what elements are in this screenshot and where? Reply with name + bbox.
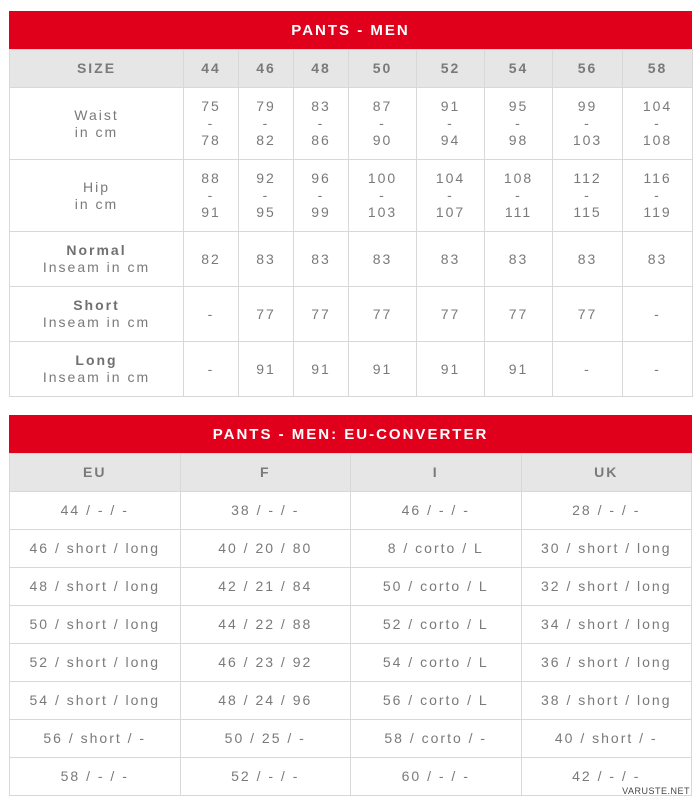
table-cell: 44 / 22 / 88 (180, 606, 351, 644)
range-min: 95 (508, 98, 529, 114)
range-separator: - (447, 187, 454, 203)
table-cell: - (553, 342, 623, 397)
range-separator: - (447, 115, 454, 131)
table-cell: 8 / corto / L (351, 530, 522, 568)
table-cell: 83 (239, 232, 294, 287)
eu-converter-table (9, 415, 692, 796)
table-cell: 77 (485, 287, 553, 342)
table-cell (485, 88, 553, 160)
row-label-main: Hip (82, 178, 110, 195)
size-header-cell: 58 (623, 50, 693, 88)
row-label-main: Short (73, 297, 120, 313)
size-table (9, 49, 693, 397)
range-separator: - (654, 115, 661, 131)
range-max: 82 (256, 132, 276, 148)
converter-header-cell: I (351, 454, 522, 492)
range-separator: - (207, 115, 215, 131)
size-header-cell: 48 (294, 50, 349, 88)
range-separator: - (207, 187, 215, 203)
table-cell: 48 / 24 / 96 (180, 682, 351, 720)
range-separator: - (515, 187, 522, 203)
table-row (10, 492, 692, 530)
range-separator: - (584, 115, 591, 131)
converter-header-cell: EU (10, 454, 181, 492)
range-min: 104 (642, 98, 673, 114)
table-cell: 44 / - / - (10, 492, 181, 530)
table-cell: 36 / short / long (521, 644, 692, 682)
table-cell: 58 / - / - (10, 758, 181, 796)
table-cell: 38 / - / - (180, 492, 351, 530)
row-label-sub: in cm (74, 195, 119, 212)
range-max: 103 (367, 204, 398, 220)
table-cell (485, 160, 553, 232)
table-row (10, 342, 693, 397)
table-cell: 56 / short / - (10, 720, 181, 758)
row-label-sub: in cm (74, 123, 119, 140)
table-row (10, 682, 692, 720)
size-header-cell: 44 (184, 50, 239, 88)
table-cell: 52 / corto / L (351, 606, 522, 644)
range-min: 100 (367, 170, 398, 186)
table-cell: 50 / corto / L (351, 568, 522, 606)
range-separator: - (317, 115, 325, 131)
size-header-cell: 50 (349, 50, 417, 88)
table-cell (184, 160, 239, 232)
size-header-cell: 52 (417, 50, 485, 88)
row-label-main: Normal (66, 242, 127, 258)
range-separator: - (379, 187, 386, 203)
converter-table (9, 453, 692, 796)
table-cell: 83 (294, 232, 349, 287)
size-header-cell: 46 (239, 50, 294, 88)
table-cell: 34 / short / long (521, 606, 692, 644)
table-cell: 77 (294, 287, 349, 342)
table-cell (417, 160, 485, 232)
range-min: 79 (256, 98, 276, 114)
table-cell: 46 / 23 / 92 (180, 644, 351, 682)
table-cell: 54 / short / long (10, 682, 181, 720)
row-label-sub: Inseam in cm (42, 259, 151, 275)
range-max: 119 (643, 204, 672, 220)
size-header-cell: 56 (553, 50, 623, 88)
range-min: 75 (201, 98, 221, 114)
row-label-main: Waist (74, 106, 119, 123)
table-cell (184, 88, 239, 160)
table-row (10, 606, 692, 644)
range-max: 86 (311, 132, 331, 148)
table-row (10, 568, 692, 606)
range-max: 91 (201, 204, 221, 220)
table-cell (349, 88, 417, 160)
range-min: 92 (256, 170, 276, 186)
table-cell: - (184, 342, 239, 397)
table-cell (623, 88, 693, 160)
table-cell: 91 (349, 342, 417, 397)
range-separator: - (584, 187, 591, 203)
table-cell: - (623, 342, 693, 397)
table-cell (349, 160, 417, 232)
table-row (10, 758, 692, 796)
range-max: 107 (435, 204, 466, 220)
table-cell: 52 / short / long (10, 644, 181, 682)
row-label (10, 160, 184, 232)
range-max: 99 (311, 204, 331, 220)
range-min: 88 (201, 170, 221, 186)
row-label (10, 287, 184, 342)
table-row (10, 644, 692, 682)
table-cell: 54 / corto / L (351, 644, 522, 682)
range-separator: - (262, 187, 270, 203)
table-cell: 91 (485, 342, 553, 397)
table-cell: 83 (623, 232, 693, 287)
size-chart-title: PANTS - MEN (9, 11, 692, 49)
table-cell: 40 / short / - (521, 720, 692, 758)
range-separator: - (262, 115, 270, 131)
table-cell: 77 (553, 287, 623, 342)
table-cell: 91 (417, 342, 485, 397)
size-header-cell: 54 (485, 50, 553, 88)
row-label-sub: Inseam in cm (42, 369, 151, 385)
row-label-sub: Inseam in cm (42, 314, 151, 330)
range-max: 90 (372, 132, 393, 148)
range-max: 111 (504, 204, 533, 220)
table-cell: 83 (349, 232, 417, 287)
range-max: 98 (508, 132, 529, 148)
table-cell (239, 88, 294, 160)
table-row (10, 720, 692, 758)
table-cell: 83 (553, 232, 623, 287)
range-min: 112 (573, 170, 602, 186)
range-separator: - (379, 115, 386, 131)
range-min: 99 (577, 98, 598, 114)
row-label (10, 342, 184, 397)
table-cell: 50 / short / long (10, 606, 181, 644)
converter-header-cell: UK (521, 454, 692, 492)
range-max: 108 (642, 132, 673, 148)
table-cell: 42 / 21 / 84 (180, 568, 351, 606)
table-cell: 56 / corto / L (351, 682, 522, 720)
range-max: 115 (573, 204, 602, 220)
table-cell: 46 / short / long (10, 530, 181, 568)
table-cell: 32 / short / long (521, 568, 692, 606)
converter-header-row (10, 454, 692, 492)
row-label (10, 88, 184, 160)
range-max: 94 (440, 132, 461, 148)
range-max: 95 (256, 204, 276, 220)
table-cell: 82 (184, 232, 239, 287)
table-cell (553, 160, 623, 232)
range-min: 104 (435, 170, 466, 186)
range-min: 87 (372, 98, 393, 114)
row-label (10, 232, 184, 287)
table-cell: 48 / short / long (10, 568, 181, 606)
table-row (10, 287, 693, 342)
table-cell: 77 (239, 287, 294, 342)
range-min: 116 (643, 170, 672, 186)
size-label: SIZE (10, 50, 184, 88)
range-separator: - (515, 115, 522, 131)
table-cell (294, 88, 349, 160)
table-row (10, 232, 693, 287)
size-header-row (10, 50, 693, 88)
table-row (10, 160, 693, 232)
table-cell (623, 160, 693, 232)
range-min: 91 (440, 98, 461, 114)
table-cell: 60 / - / - (351, 758, 522, 796)
table-cell: 77 (349, 287, 417, 342)
table-cell (294, 160, 349, 232)
range-min: 96 (311, 170, 331, 186)
table-row (10, 88, 693, 160)
table-cell (417, 88, 485, 160)
table-cell (239, 160, 294, 232)
converter-header-cell: F (180, 454, 351, 492)
table-cell: 38 / short / long (521, 682, 692, 720)
table-cell: 91 (294, 342, 349, 397)
table-cell: - (623, 287, 693, 342)
eu-converter-title: PANTS - MEN: EU-CONVERTER (9, 415, 692, 453)
range-max: 78 (201, 132, 221, 148)
watermark: VARUSTE.NET (622, 786, 690, 796)
table-cell: 83 (485, 232, 553, 287)
table-cell: 28 / - / - (521, 492, 692, 530)
row-label-main: Long (75, 352, 118, 368)
range-min: 108 (503, 170, 534, 186)
table-cell: 50 / 25 / - (180, 720, 351, 758)
table-row (10, 530, 692, 568)
range-separator: - (654, 187, 661, 203)
table-cell: 42 / - / - (521, 758, 692, 796)
range-max: 103 (572, 132, 603, 148)
table-cell (553, 88, 623, 160)
range-separator: - (317, 187, 325, 203)
table-cell: 46 / - / - (351, 492, 522, 530)
table-cell: 77 (417, 287, 485, 342)
range-min: 83 (311, 98, 331, 114)
table-cell: 58 / corto / - (351, 720, 522, 758)
table-cell: - (184, 287, 239, 342)
table-cell: 52 / - / - (180, 758, 351, 796)
table-cell: 40 / 20 / 80 (180, 530, 351, 568)
table-cell: 30 / short / long (521, 530, 692, 568)
size-chart-table (9, 11, 692, 397)
table-cell: 91 (239, 342, 294, 397)
table-cell: 83 (417, 232, 485, 287)
